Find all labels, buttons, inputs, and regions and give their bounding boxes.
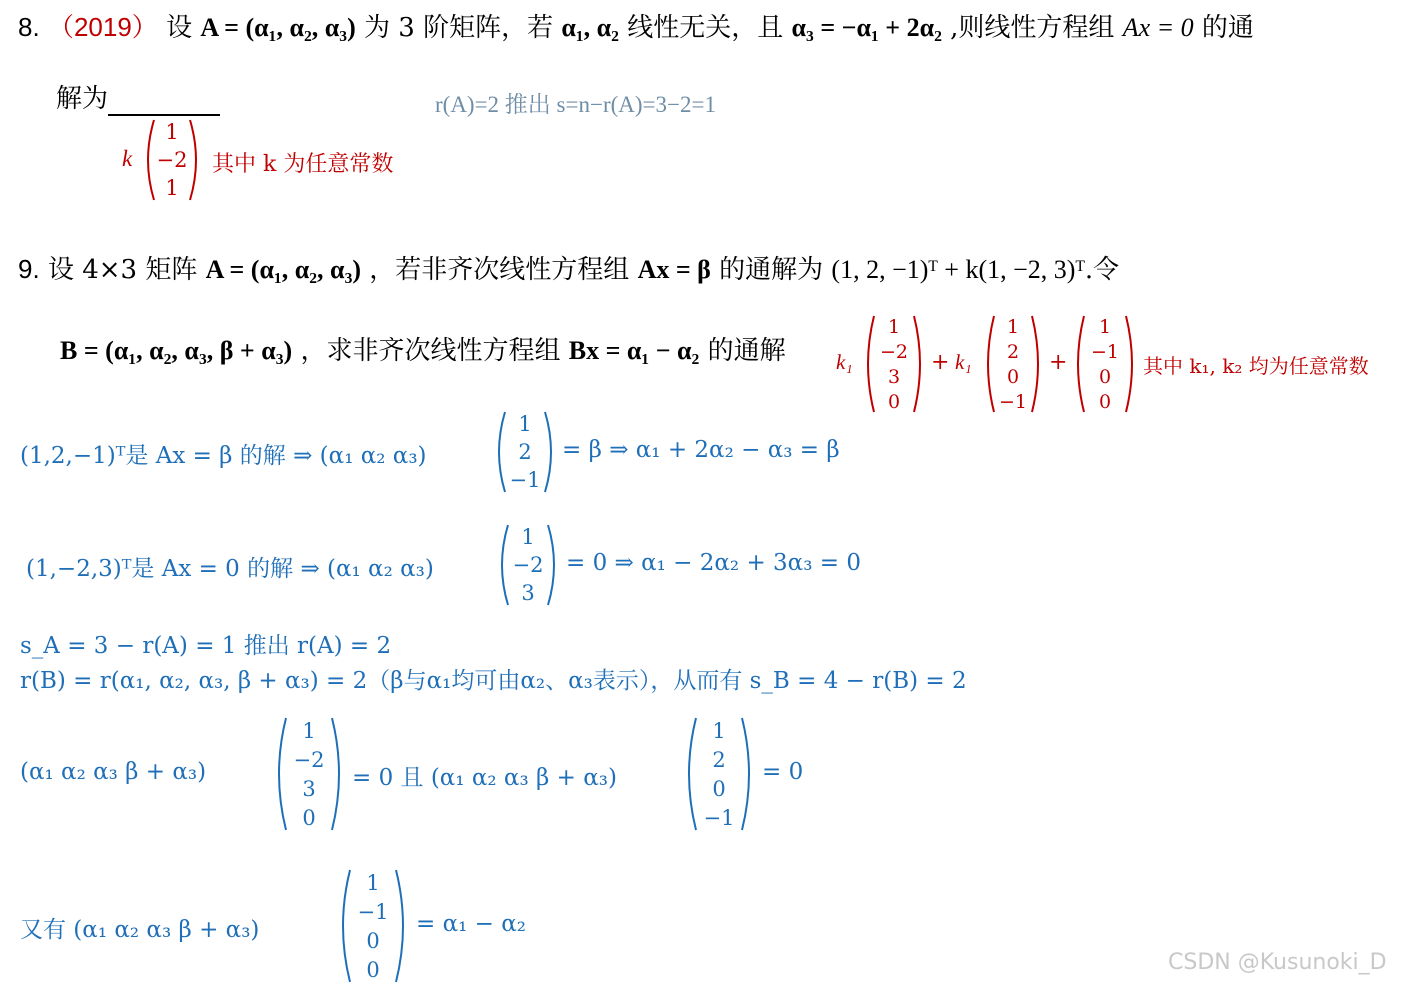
sol-l6-vec-entry: 0: [366, 928, 380, 953]
sol-l6-vec-entry: 1: [366, 870, 380, 895]
q9-text-b4: 的通解: [707, 336, 786, 366]
q8-independent-vectors: α₁, α₂: [561, 13, 619, 42]
sol-l5-vec1-entry: 1: [302, 718, 316, 743]
q8-vec-entry: 1: [165, 176, 179, 200]
q9-vec3-entry: −1: [1090, 340, 1119, 363]
q8-vec-entry: −2: [156, 148, 188, 172]
q9-vec2-entry: 1: [1006, 315, 1020, 338]
q9-ans-k2: k₁: [955, 350, 972, 374]
sol-line1-right: = β ⇒ α₁ + 2α₂ − α₃ = β: [562, 437, 840, 463]
sol-l5-vec2-entry: 1: [712, 718, 726, 743]
q8-matrix-def: A = (α₁, α₂, α₃): [200, 13, 356, 42]
q9-stem-line1: [18, 254, 1119, 285]
sol-l6-vec-entry: 0: [366, 957, 380, 982]
q9-vec1-entry: 0: [887, 390, 901, 413]
q9-equation: Ax = β: [637, 255, 711, 284]
sol-line6-right: = α₁ − α₂: [416, 911, 526, 937]
q8-vec-entry: 1: [165, 120, 179, 144]
q9-vec2-entry: −1: [998, 390, 1027, 413]
q9-text-a1: 设 4×3 矩阵: [47, 255, 198, 285]
sol-l6-vec-entry: −1: [357, 899, 389, 924]
q8-text-2: 为 3 阶矩阵，若: [364, 13, 554, 43]
sol-line5-vector-1: [272, 716, 346, 832]
q8-stem-line2: [56, 84, 220, 116]
q9-number: 9.: [18, 254, 40, 284]
sol-line2-vector: [496, 523, 560, 607]
sol-l5-vec1-entry: −2: [293, 747, 325, 772]
sol-l1-vec-entry: 2: [518, 440, 532, 464]
q8-answer-k: k: [122, 146, 133, 171]
sol-line5-right: = 0: [762, 759, 804, 785]
q9-general-solution: (1, 2, −1)ᵀ + k(1, −2, 3)ᵀ: [831, 255, 1085, 284]
q9-ans-vector-1: [862, 314, 926, 414]
sol-l2-vec-entry: 1: [521, 525, 535, 549]
sol-line3: s_A = 3 − r(A) = 1 推出 r(A) = 2: [20, 633, 392, 659]
q8-relation: α₃ = −α₁ + 2α₂: [791, 13, 942, 42]
sol-l1-vec-entry: 1: [518, 412, 532, 436]
sol-line5-mid: = 0 且 (α₁ α₂ α₃ β + α₃): [352, 765, 617, 791]
sol-line5-left: (α₁ α₂ α₃ β + α₃): [20, 759, 207, 785]
q8-answer-vector: [142, 118, 202, 202]
q9-text-a3: ，若非齐次线性方程组: [369, 255, 630, 285]
q9-ans-plus-2: +: [1049, 350, 1068, 375]
sol-l5-vec1-entry: 0: [302, 805, 316, 830]
q9-vec3-entry: 0: [1098, 365, 1112, 388]
sol-line1-left: (1,2,−1)ᵀ是 Ax = β 的解 ⇒ (α₁ α₂ α₃): [20, 443, 427, 469]
q9-text-a7: .令: [1084, 255, 1120, 285]
q9-ans-vector-3: [1072, 314, 1138, 414]
q8-number: 8.: [18, 12, 40, 42]
sol-l5-vec1-entry: 3: [302, 776, 316, 801]
q9-vec2-entry: 0: [1006, 365, 1020, 388]
q8-answer-blank: [108, 84, 220, 116]
sol-l5-vec2-entry: 0: [712, 776, 726, 801]
q8-answer-tail: 其中 k 为任意常数: [212, 152, 394, 177]
q9-text-b2: ，求非齐次线性方程组: [300, 336, 561, 366]
q9-text-a5: 的通解为: [719, 255, 824, 285]
sol-l1-vec-entry: −1: [509, 468, 541, 492]
sol-line2-left: (1,−2,3)ᵀ是 Ax = 0 的解 ⇒ (α₁ α₂ α₃): [26, 556, 434, 582]
sol-l5-vec2-entry: −1: [703, 805, 735, 830]
q9-ans-plus-1: +: [931, 350, 950, 375]
csdn-watermark: CSDN @Kusunoki_D: [1168, 950, 1387, 975]
q9-vec3-entry: 0: [1098, 390, 1112, 413]
q8-year: （2019）: [47, 12, 158, 42]
sol-line4: r(B) = r(α₁, α₂, α₃, β + α₃) = 2（β与α₁均可由α₂、α₃表示），从而有 s_B = 4 − r(B) = 2: [20, 668, 967, 694]
q9-matrix-def: A = (α₁, α₂, α₃): [205, 255, 362, 284]
q9-stem-line2: [60, 336, 786, 366]
q9-vec1-entry: −2: [879, 340, 908, 363]
q9-equation-B: Bx = α₁ − α₂: [568, 336, 700, 365]
q9-vec1-entry: 1: [887, 315, 901, 338]
q9-ans-k1: k₁: [836, 350, 853, 374]
sol-l2-vec-entry: 3: [521, 581, 535, 605]
q9-matrix-B: B = (α₁, α₂, α₃, β + α₃): [60, 336, 293, 365]
q8-text-4: ,则线性方程组: [950, 13, 1115, 43]
q8-text-6: 解为: [56, 84, 109, 114]
q9-vec3-entry: 1: [1098, 315, 1112, 338]
q8-equation: Ax = 0: [1122, 13, 1194, 42]
sol-line2-right: = 0 ⇒ α₁ − 2α₂ + 3α₃ = 0: [566, 550, 861, 576]
sol-l2-vec-entry: −2: [512, 553, 544, 577]
sol-line6-left: 又有 (α₁ α₂ α₃ β + α₃): [20, 917, 260, 943]
q8-text-1: 设: [166, 13, 193, 43]
sol-line5-vector-2: [682, 716, 756, 832]
sol-line1-vector: [493, 410, 557, 494]
sol-line6-vector: [336, 868, 410, 984]
q9-vec2-entry: 2: [1006, 340, 1020, 363]
sol-l5-vec2-entry: 2: [712, 747, 726, 772]
q8-rank-note: r(A)=2 推出 s=n−r(A)=3−2=1: [435, 92, 716, 117]
q9-ans-vector-2: [982, 314, 1044, 414]
q8-text-3: 线性无关，且: [627, 13, 784, 43]
q9-ans-tail: 其中 k₁, k₂ 均为任意常数: [1143, 354, 1369, 378]
q9-vec1-entry: 3: [887, 365, 901, 388]
q8-stem-line1: [18, 12, 1254, 43]
q8-text-5: 的通: [1201, 13, 1254, 43]
